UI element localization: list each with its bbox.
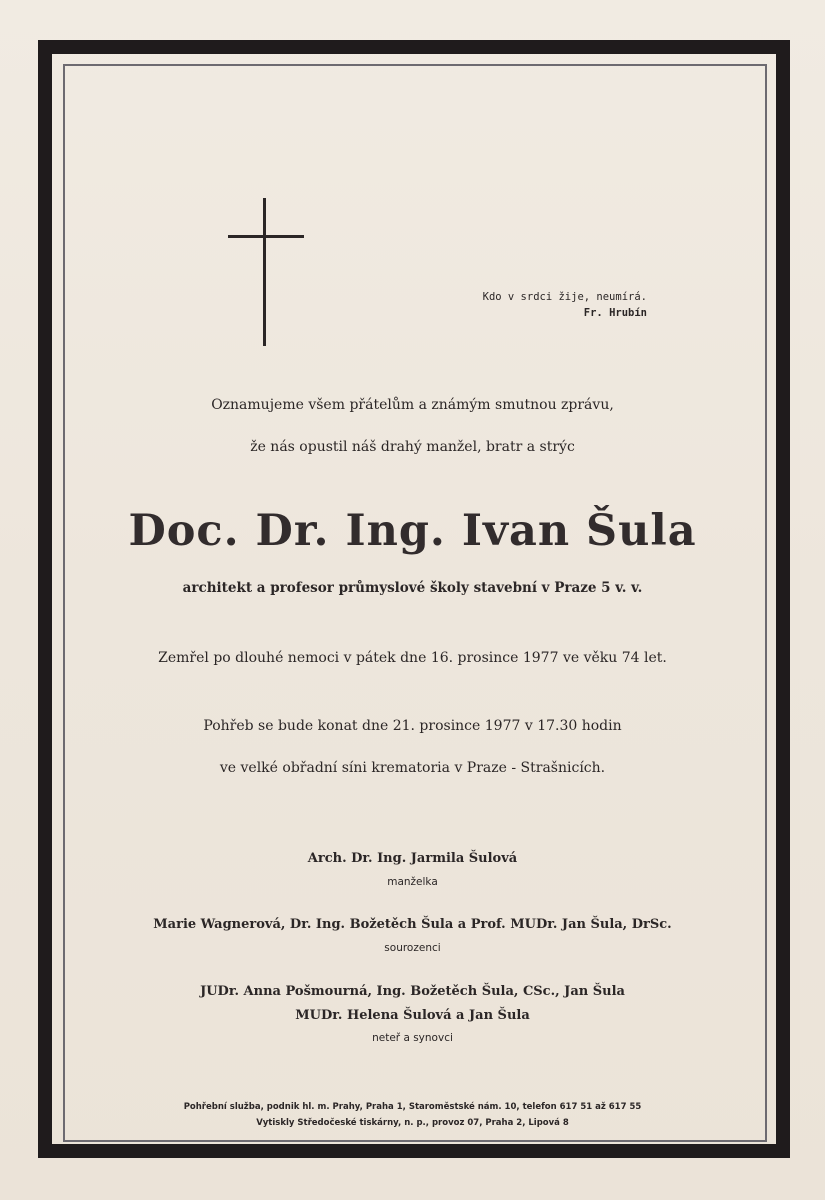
footer-line-1: Pohřební služba, podnik hl. m. Prahy, Praha 1, Staroměstské nám. 10, telefon 617 51 až 617 55	[183, 1102, 642, 1112]
announcement-line-1: Oznamujeme všem přátelům a známým smutnou zprávu,	[211, 397, 614, 413]
siblings-names: Marie Wagnerová, Dr. Ing. Božetěch Šula a Prof. MUDr. Jan Šula, DrSc.	[153, 917, 672, 932]
spouse-role: manželka	[387, 876, 438, 888]
motto	[483, 289, 647, 321]
cross-vertical-bar	[263, 198, 266, 346]
spouse-name: Arch. Dr. Ing. Jarmila Šulová	[307, 851, 518, 866]
death-notice: Zemřel po dlouhé nemoci v pátek dne 16. prosince 1977 ve věku 74 let.	[158, 650, 667, 666]
footer-line-2: Vytiskly Středočeské tiskárny, n. p., provoz 07, Praha 2, Lipová 8	[256, 1118, 569, 1128]
relatives-role: neteř a synovci	[372, 1032, 453, 1044]
cross-icon	[228, 198, 304, 346]
deceased-name: Doc. Dr. Ing. Ivan Šula	[128, 506, 697, 556]
siblings-role: sourozenci	[384, 942, 441, 954]
inner-frame-line	[63, 64, 767, 1142]
relatives-line-1: JUDr. Anna Pošmourná, Ing. Božetěch Šula, CSc., Jan Šula	[200, 984, 625, 999]
funeral-line-1: Pohřeb se bude konat dne 21. prosince 1977 v 17.30 hodin	[203, 718, 622, 734]
motto-author: Fr. Hrubín	[583, 307, 647, 319]
motto-quote: Kdo v srdci žije, neumírá.	[482, 291, 647, 303]
relatives-line-2: MUDr. Helena Šulová a Jan Šula	[295, 1008, 530, 1023]
cross-horizontal-bar	[228, 235, 304, 238]
announcement-line-2: že nás opustil náš drahý manžel, bratr a strýc	[250, 439, 575, 455]
funeral-line-2: ve velké obřadní síni krematoria v Praze - Strašnicích.	[219, 760, 606, 776]
deceased-title: architekt a profesor průmyslové školy stavební v Praze 5 v. v.	[182, 580, 643, 596]
